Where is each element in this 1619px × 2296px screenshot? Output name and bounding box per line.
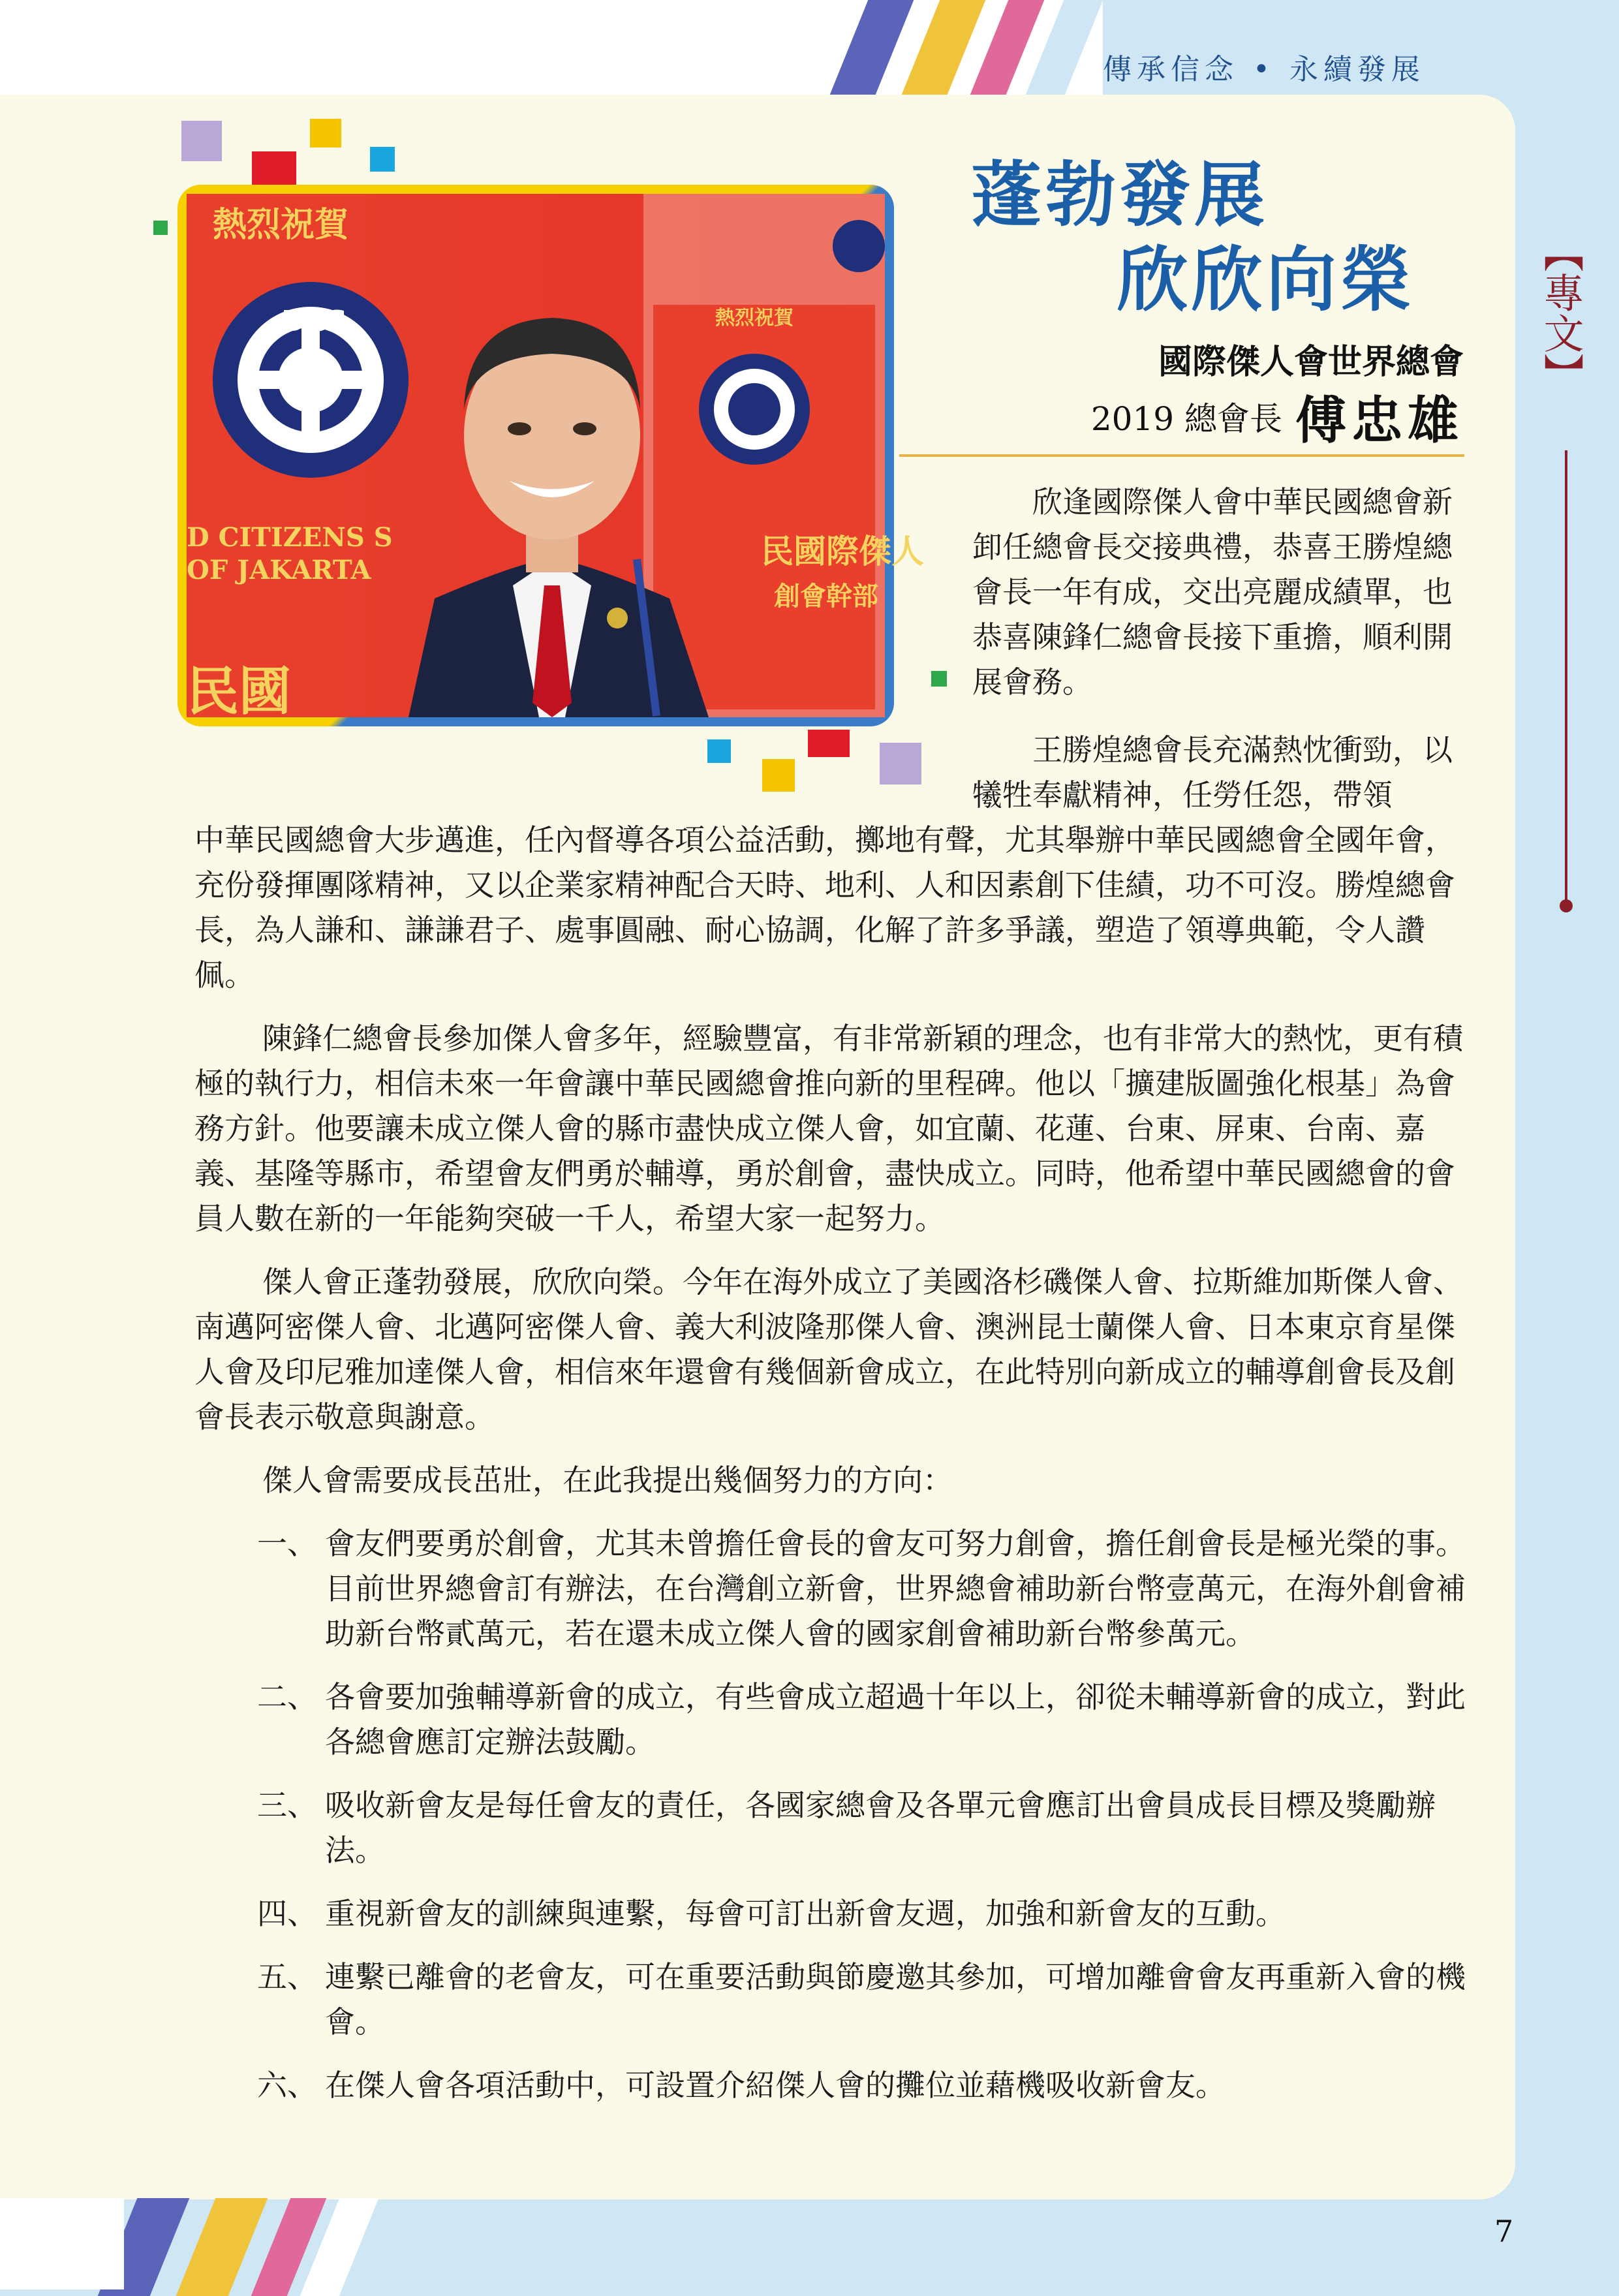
deco-square [880, 743, 921, 784]
list-item-number: 五、 [257, 1959, 317, 1994]
list-item-text: 會友們要勇於創會，尤其未曾擔任會長的會友可努力創會，擔任創會長是極光榮的事。目前世界總會訂有辦法，在台灣創立新會，世界總會補助新台幣壹萬元，在海外創會補助新台幣貳萬元，若在還未成立傑人會的國家創會補助新台幣參萬元。 [325, 1526, 1466, 1651]
photo-right-sub2: 創會幹部 [774, 581, 878, 612]
photo-right-banner: 熱烈祝賀 [715, 307, 794, 330]
list-item-number: 四、 [257, 1896, 317, 1931]
list-item-text: 重視新會友的訓練與連繫，每會可訂出新會友週，加強和新會友的互動。 [325, 1896, 1286, 1931]
portrait-photo [177, 185, 924, 726]
photo-bg-text-2: OF JAKARTA [187, 555, 371, 585]
list-item-number: 六、 [257, 2068, 317, 2103]
deco-square [310, 119, 341, 147]
deco-square [808, 730, 850, 757]
byline-position: 2019 總會長 [1090, 400, 1282, 438]
deco-square [707, 739, 731, 763]
paragraph-5: 傑人會需要成長茁壯，在此我提出幾個努力的方向： [262, 1463, 953, 1498]
photo-bg-text-3: 民國 [187, 660, 291, 722]
list-item [257, 1675, 1466, 1765]
paragraph-1: 欣逢國際傑人會中華民國總會新卸任總會長交接典禮，恭喜王勝煌總會長一年有成，交出亮麗成績單，也恭喜陳鋒仁總會長接下重擔，順利開展會務。 [972, 484, 1453, 700]
paragraph-2-start: 王勝煌總會長充滿熱忱衝勁，以犧牲奉獻精神，任勞任怨，帶領 [972, 732, 1453, 813]
header-tagline: 傳承信念 • 永續發展 [1103, 53, 1425, 86]
deco-square [153, 221, 168, 235]
byline-organization: 國際傑人會世界總會 [1158, 342, 1464, 382]
photo-bg-text-1: D CITIZENS S [187, 522, 393, 553]
bottom-left-white [0, 2198, 124, 2289]
side-divider-dot [1560, 899, 1573, 912]
deco-square [370, 147, 395, 172]
bottom-stripes [98, 2198, 359, 2296]
photo-logo-text: DCS [281, 305, 348, 338]
paragraph-4: 傑人會正蓬勃發展，欣欣向榮。今年在海外成立了美國洛杉磯傑人會、拉斯維加斯傑人會、南邁阿密傑人會、北邁阿密傑人會、義大利波隆那傑人會、澳洲昆士蘭傑人會、日本東京育星傑人會及印尼雅加達傑人會，相信來年還會有幾個新會成立，在此特別向新成立的輔導創會長及創會長表示敬意與謝意。 [194, 1264, 1463, 1435]
section-label [1535, 232, 1584, 394]
list-item-number: 二、 [257, 1679, 317, 1714]
list-item [257, 1783, 1466, 1873]
page-number: 7 [1494, 2214, 1514, 2249]
section-label-text: 【專文】 [1537, 232, 1584, 394]
byline [1091, 380, 1464, 453]
title-line-1: 蓬勃發展 [971, 154, 1269, 236]
paragraph-3: 陳鋒仁總會長參加傑人會多年，經驗豐富，有非常新穎的理念，也有非常大的熱忱，更有積極的執行力，相信未來一年會讓中華民國總會推向新的里程碑。他以「擴建版圖強化根基」為會務方針。他要讓未成立傑人會的縣市盡快成立傑人會，如宜蘭、花蓮、台東、屏東、台南、嘉義、基隆等縣市，希望會友們勇於輔導，勇於創會，盡快成立。同時，他希望中華民國總會的會員人數在新的一年能夠突破一千人，希望大家一起努力。 [194, 1021, 1463, 1236]
list-item [257, 1891, 1466, 1936]
deco-square [252, 151, 296, 185]
stripe-yellow [176, 2198, 268, 2296]
list-item-text: 各會要加強輔導新會的成立，有些會成立超過十年以上，卻從未輔導新會的成立，對此各總會應訂定辦法鼓勵。 [325, 1679, 1466, 1760]
deco-square [931, 671, 947, 687]
list-item-number: 一、 [257, 1526, 317, 1561]
list-item [257, 1521, 1466, 1656]
list-item-number: 三、 [257, 1788, 317, 1823]
photo-content [187, 194, 924, 722]
main-text [194, 818, 1466, 2126]
list-item-text: 在傑人會各項活動中，可設置介紹傑人會的攤位並藉機吸收新會友。 [325, 2068, 1226, 2103]
list-item [257, 2063, 1466, 2108]
title-line-2: 欣欣向榮 [1117, 239, 1415, 321]
side-divider [1565, 450, 1567, 901]
list-item-text: 吸收新會友是每任會友的責任，各國家總會及各單元會應訂出會員成長目標及獎勵辦法。 [325, 1788, 1436, 1868]
list-item [257, 1955, 1466, 2045]
photo-banner-text: 熱烈祝賀 [213, 205, 349, 245]
photo-illustration [187, 194, 924, 722]
list-item-text: 連繫已離會的老會友，可在重要活動與節慶邀其參加，可增加離會會友再重新入會的機會。 [325, 1959, 1466, 2040]
stripe-blue [826, 0, 917, 104]
title-divider [899, 454, 1464, 457]
top-stripes [835, 0, 1057, 104]
photo-right-sub: 民國際傑人 [761, 532, 924, 570]
dcs-logo-right [699, 354, 810, 465]
deco-square [762, 759, 795, 792]
paragraph-2-cont: 中華民國總會大步邁進，任內督導各項公益活動，擲地有聲，尤其舉辦中華民國總會全國年會，充份發揮團隊精神，又以企業家精神配合天時、地利、人和因素創下佳績，功不可沒。勝煌總會長，為人謙和、謙謙君子、處事圓融、耐心協調，化解了許多爭議，塑造了領導典範，令人讚佩。 [194, 822, 1455, 993]
deco-square [181, 121, 222, 161]
byline-author: 傅忠雄 [1295, 391, 1464, 450]
proposal-list [194, 1521, 1466, 2108]
